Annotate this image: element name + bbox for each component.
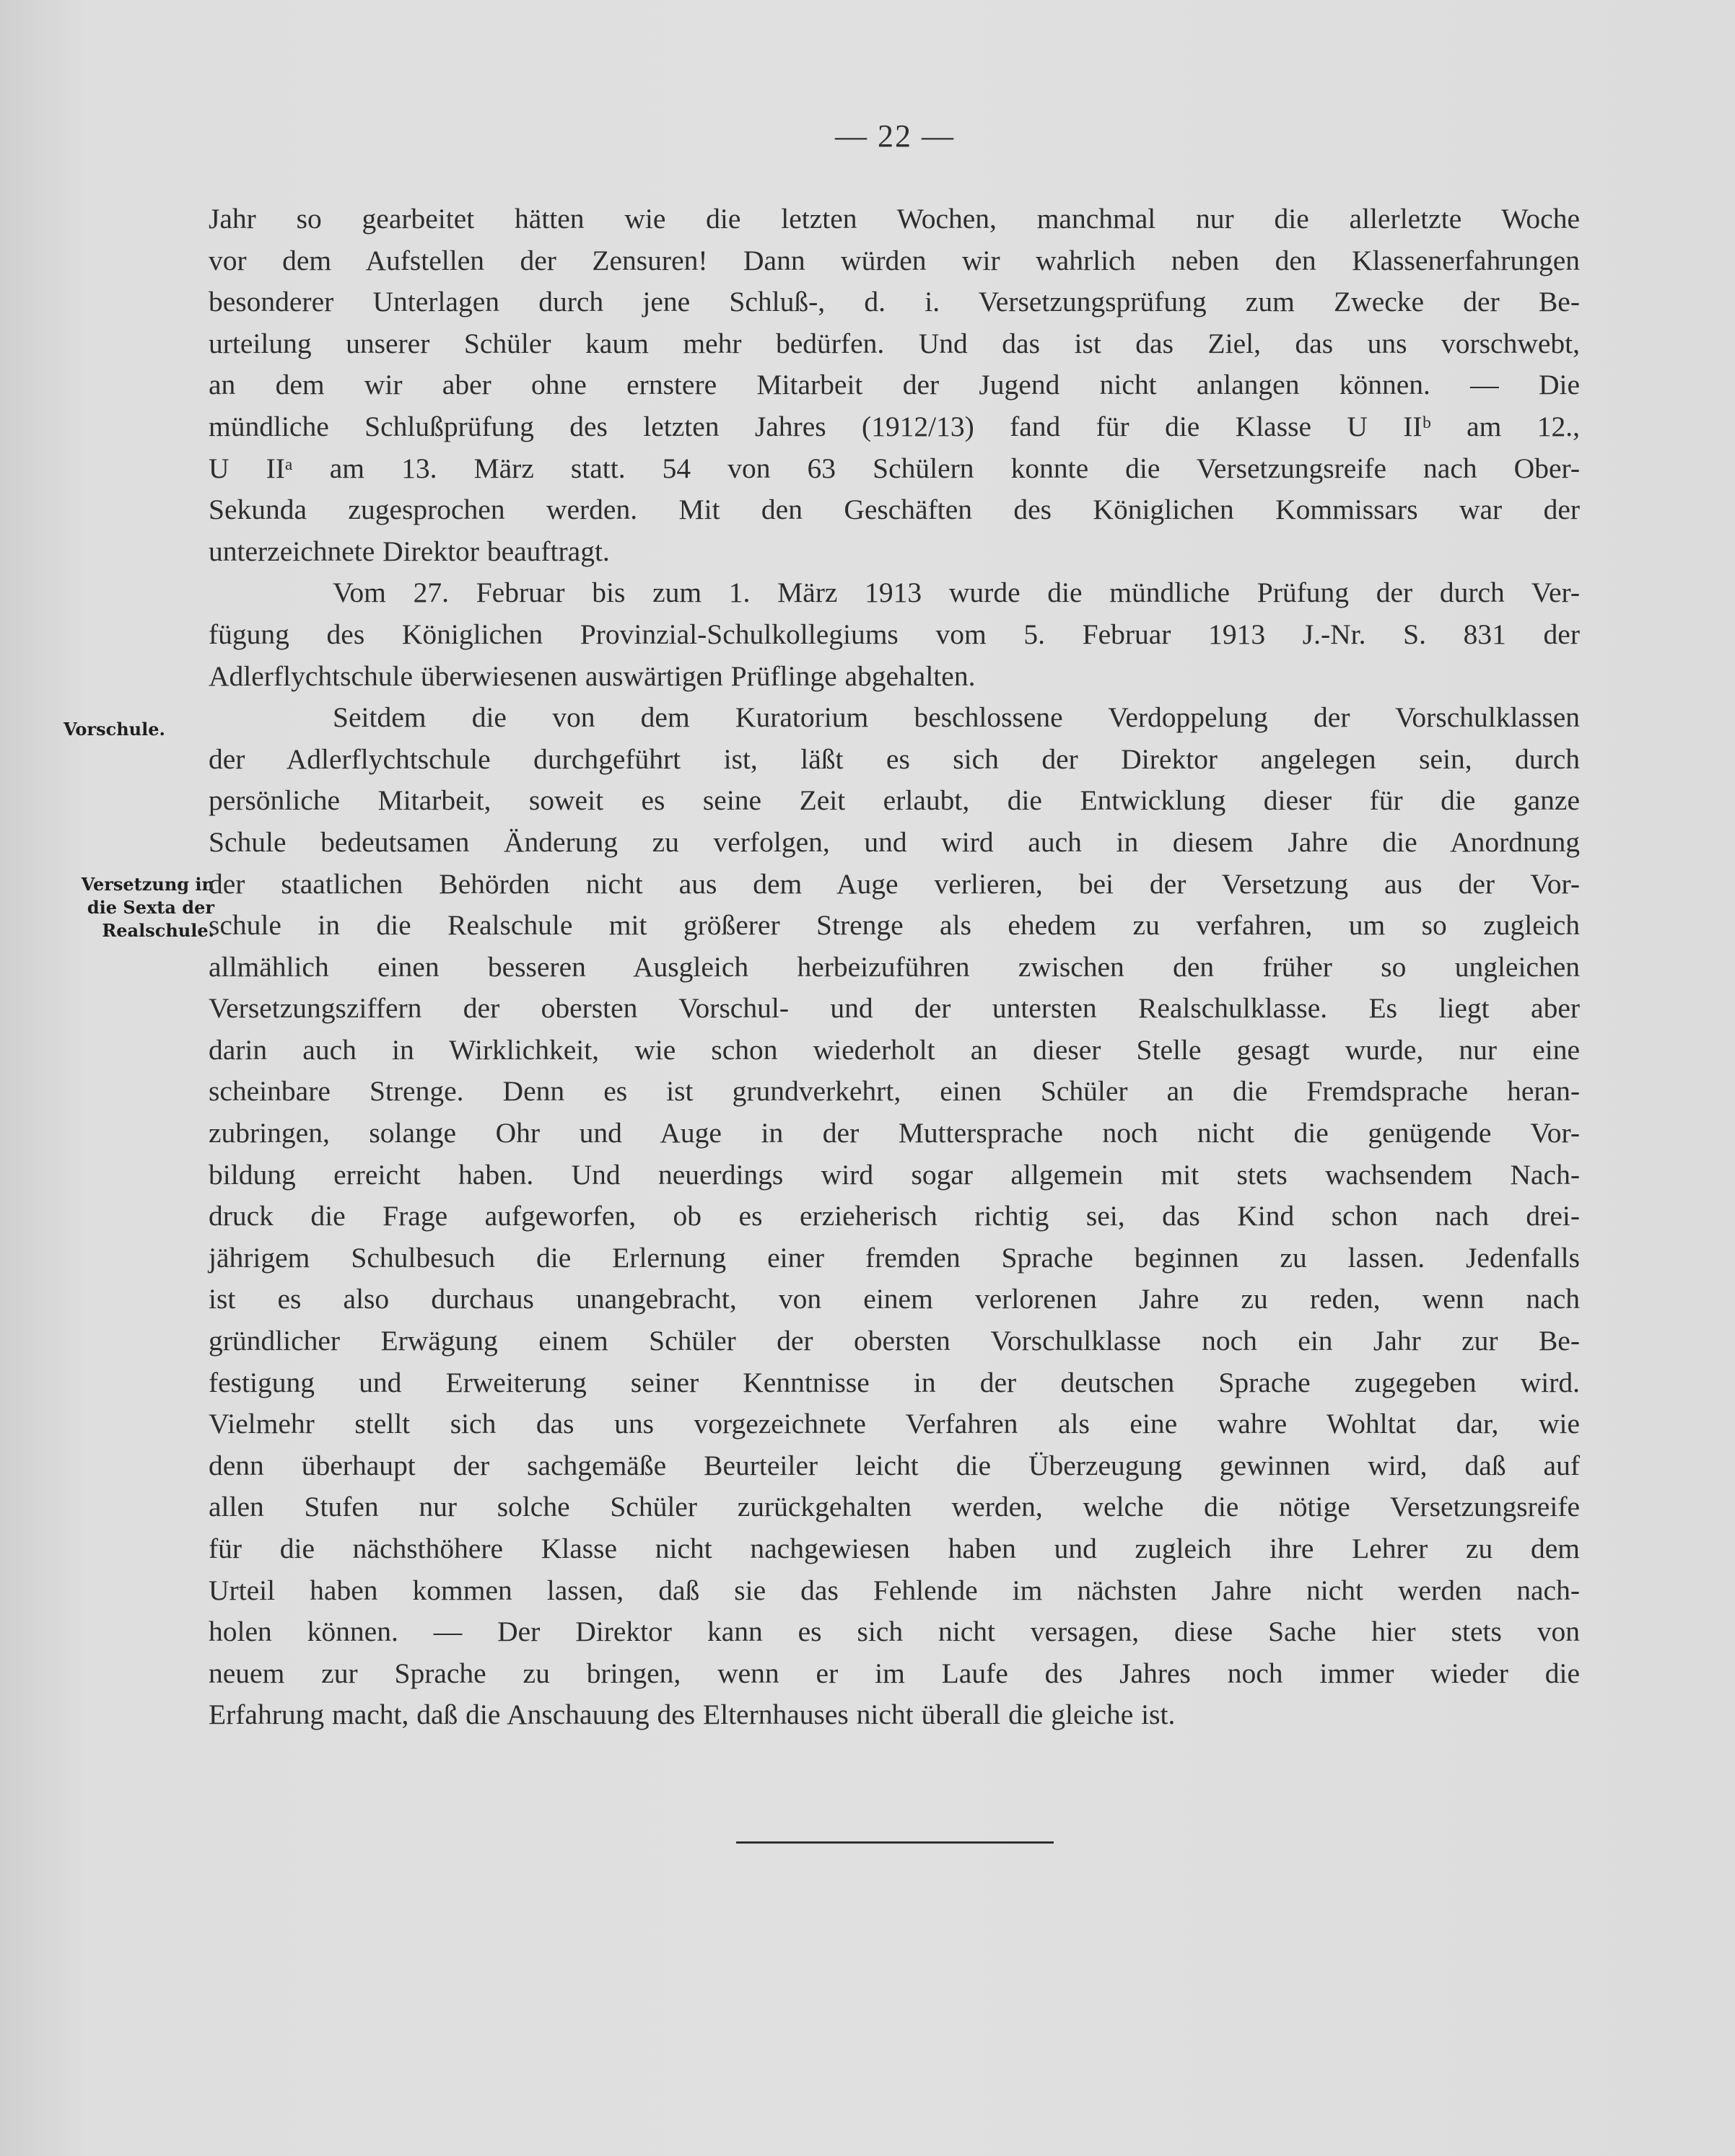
text-line: Seitdem die von dem Kuratorium beschlossene Verdoppelung der Vorschulklassen — [333, 701, 1580, 734]
margin-note-line: Realschule. — [102, 920, 214, 941]
margin-note-versetzung — [45, 873, 214, 942]
text-line: scheinbare Strenge. Denn es ist grundverkehrt, einen Schüler an die Fremdsprache heran- — [209, 1075, 1580, 1108]
text-line: der staatlichen Behörden nicht aus dem Auge verlieren, bei der Versetzung aus der Vor- — [209, 867, 1580, 900]
text-line: allmählich einen besseren Ausgleich herbeizuführen zwischen den früher so ungleichen — [209, 950, 1580, 983]
text-line: bildung erreicht haben. Und neuerdings wird sogar allgemein mit stets wachsendem Nach- — [209, 1158, 1580, 1191]
text-line: für die nächsthöhere Klasse nicht nachgewiesen haben und zugleich ihre Lehrer zu dem — [209, 1533, 1580, 1564]
text-line: Adlerflychtschule überwiesenen auswärtigen Prüflinge abgehalten. — [209, 659, 976, 692]
text-line: allen Stufen nur solche Schüler zurückgehalten werden, welche die nötige Versetzungsreife — [209, 1491, 1580, 1523]
text-line: druck die Frage aufgeworfen, ob es erzieherisch richtig sei, das Kind schon nach drei- — [209, 1200, 1580, 1232]
text-line: Erfahrung macht, daß die Anschauung des Elternhauses nicht überall die gleiche ist. — [209, 1699, 1176, 1731]
text-line: festigung und Erweiterung seiner Kenntnisse in der deutschen Sprache zugegeben wird. — [209, 1366, 1580, 1398]
text-line: holen können. — Der Direktor kann es sich nicht versagen, diese Sache hier stets von — [209, 1616, 1580, 1648]
margin-note-line: die Sexta der — [87, 897, 214, 918]
text-line: besonderer Unterlagen durch jene Schluß-, d. i. Versetzungsprüfung zum Zwecke der Be- — [209, 286, 1580, 318]
text-line: fügung des Königlichen Provinzial-Schulkollegiums vom 5. Februar 1913 J.-Nr. S. 831 der — [209, 618, 1580, 650]
body-text — [209, 198, 1580, 1736]
text-line: mündliche Schlußprüfung des letzten Jahres (1912/13) fand für die Klasse U IIᵇ am 12., — [209, 410, 1580, 442]
page-number: — 22 — — [835, 118, 955, 154]
text-line: Versetzungsziffern der obersten Vorschul- und der untersten Realschulklasse. Es liegt aber — [209, 992, 1580, 1025]
text-line: Jahr so gearbeitet hätten wie die letzten Wochen, manchmal nur die allerletzte Woche — [209, 203, 1580, 235]
text-line: persönliche Mitarbeit, soweit es seine Zeit erlaubt, die Entwicklung dieser für die ganze — [209, 784, 1580, 817]
end-rule — [736, 1841, 1054, 1844]
text-line: Vom 27. Februar bis zum 1. März 1913 wurde die mündliche Prüfung der durch Ver- — [333, 577, 1580, 609]
text-line: Schule bedeutsamen Änderung zu verfolgen, und wird auch in diesem Jahre die Anordnung — [209, 825, 1580, 858]
text-line: Urteil haben kommen lassen, daß sie das Fehlende im nächsten Jahre nicht werden nach- — [209, 1574, 1580, 1606]
text-line: U IIᵃ am 13. März statt. 54 von 63 Schülern konnte die Versetzungsreife nach Ober- — [209, 452, 1580, 484]
text-line: jährigem Schulbesuch die Erlernung einer fremden Sprache beginnen zu lassen. Jedenfalls — [209, 1241, 1580, 1274]
text-line: der Adlerflychtschule durchgeführt ist, läßt es sich der Direktor angelegen sein, durch — [209, 742, 1580, 775]
text-line: Vielmehr stellt sich das uns vorgezeichnete Verfahren als eine wahre Wohltat dar, wie — [209, 1408, 1580, 1440]
text-line: urteilung unserer Schüler kaum mehr bedürfen. Und das ist das Ziel, das uns vorschwebt, — [209, 327, 1580, 359]
text-line: an dem wir aber ohne ernstere Mitarbeit der Jugend nicht anlangen können. — Die — [209, 369, 1580, 401]
text-line: zubringen, solange Ohr und Auge in der Muttersprache noch nicht die genügende Vor- — [209, 1117, 1580, 1149]
text-line: Sekunda zugesprochen werden. Mit den Geschäften des Königlichen Kommissars war der — [209, 494, 1580, 526]
text-line: neuem zur Sprache zu bringen, wenn er im Laufe des Jahres noch immer wieder die — [209, 1657, 1580, 1689]
text-line: schule in die Realschule mit größerer Strenge als ehedem zu verfahren, um so zugleich — [209, 909, 1580, 942]
margin-note-vorschule: Vorschule. — [64, 719, 165, 740]
text-line: gründlicher Erwägung einem Schüler der obersten Vorschulklasse noch ein Jahr zur Be- — [209, 1325, 1580, 1357]
text-line: ist es also durchaus unangebracht, von einem verlorenen Jahre zu reden, wenn nach — [209, 1283, 1580, 1315]
text-line: unterzeichnete Direktor beauftragt. — [209, 535, 610, 567]
text-line: vor dem Aufstellen der Zensuren! Dann würden wir wahrlich neben den Klassenerfahrungen — [209, 244, 1580, 276]
text-line: darin auch in Wirklichkeit, wie schon wiederholt an dieser Stelle gesagt wurde, nur eine — [209, 1033, 1580, 1066]
text-line: denn überhaupt der sachgemäße Beurteiler leicht die Überzeugung gewinnen wird, daß auf — [209, 1449, 1580, 1481]
margin-note-line: Versetzung in — [81, 874, 214, 895]
